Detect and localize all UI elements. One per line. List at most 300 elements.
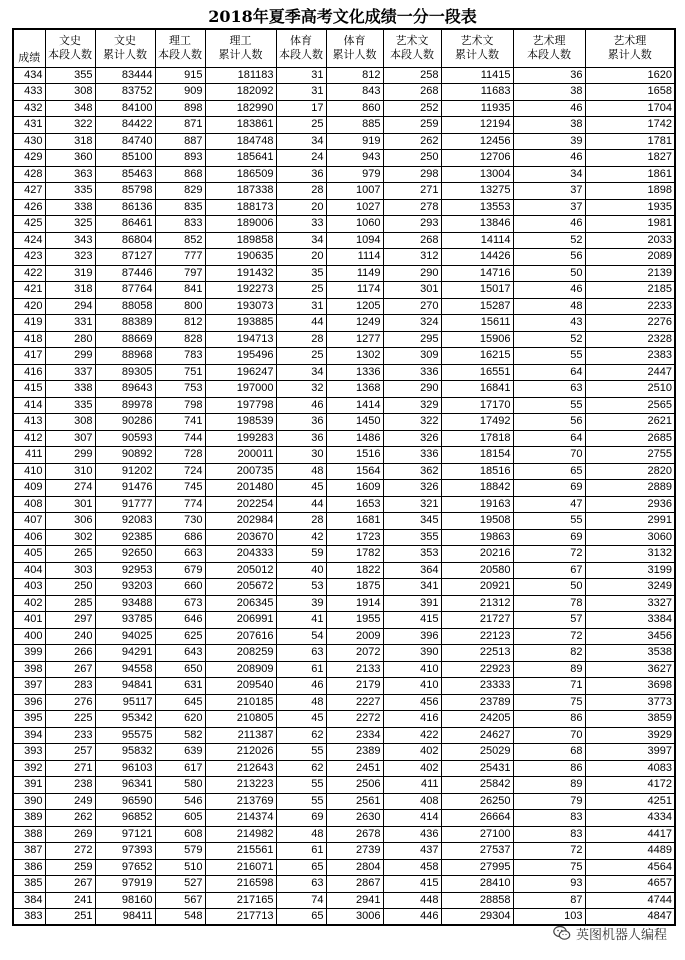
cell-yishuli_cumulative: 1704	[585, 100, 675, 117]
cell-wenshi_segment: 262	[45, 810, 95, 827]
cell-yishuli_cumulative: 2820	[585, 463, 675, 480]
cell-score: 388	[13, 826, 45, 843]
cell-ligong_cumulative: 206345	[205, 595, 276, 612]
cell-yishuli_segment: 46	[513, 282, 585, 299]
cell-yishuwen_segment: 322	[383, 414, 441, 431]
table-row	[13, 826, 675, 843]
cell-yishuwen_segment: 336	[383, 447, 441, 464]
cell-yishuli_segment: 78	[513, 595, 585, 612]
cell-tiyu_cumulative: 885	[326, 117, 383, 134]
watermark	[553, 922, 667, 944]
table-row	[13, 414, 675, 431]
cell-ligong_segment: 835	[155, 199, 205, 216]
cell-score: 419	[13, 315, 45, 332]
cell-ligong_segment: 660	[155, 579, 205, 596]
cell-yishuwen_cumulative: 20580	[441, 562, 513, 579]
cell-yishuli_cumulative: 4172	[585, 777, 675, 794]
cell-yishuwen_segment: 290	[383, 265, 441, 282]
table-row	[13, 661, 675, 678]
cell-yishuwen_cumulative: 22923	[441, 661, 513, 678]
table-row	[13, 84, 675, 101]
cell-ligong_segment: 625	[155, 628, 205, 645]
table-row	[13, 199, 675, 216]
cell-yishuwen_segment: 309	[383, 348, 441, 365]
cell-yishuli_segment: 38	[513, 117, 585, 134]
cell-ligong_cumulative: 215561	[205, 843, 276, 860]
table-row	[13, 364, 675, 381]
cell-ligong_cumulative: 188173	[205, 199, 276, 216]
cell-wenshi_segment: 274	[45, 480, 95, 497]
cell-yishuli_segment: 52	[513, 331, 585, 348]
cell-tiyu_segment: 63	[276, 645, 326, 662]
cell-tiyu_cumulative: 2506	[326, 777, 383, 794]
cell-wenshi_segment: 306	[45, 513, 95, 530]
cell-ligong_cumulative: 216598	[205, 876, 276, 893]
cell-yishuwen_cumulative: 25431	[441, 760, 513, 777]
cell-yishuwen_segment: 268	[383, 84, 441, 101]
cell-ligong_cumulative: 208909	[205, 661, 276, 678]
cell-yishuwen_segment: 402	[383, 760, 441, 777]
cell-wenshi_segment: 360	[45, 150, 95, 167]
cell-ligong_segment: 898	[155, 100, 205, 117]
cell-yishuwen_segment: 341	[383, 579, 441, 596]
cell-yishuwen_cumulative: 19163	[441, 496, 513, 513]
cell-tiyu_segment: 36	[276, 430, 326, 447]
table-row	[13, 810, 675, 827]
cell-ligong_segment: 797	[155, 265, 205, 282]
cell-ligong_segment: 852	[155, 232, 205, 249]
cell-ligong_cumulative: 199283	[205, 430, 276, 447]
cell-yishuli_segment: 38	[513, 84, 585, 101]
cell-wenshi_cumulative: 96103	[95, 760, 155, 777]
cell-wenshi_segment: 269	[45, 826, 95, 843]
cell-wenshi_segment: 240	[45, 628, 95, 645]
cell-tiyu_cumulative: 943	[326, 150, 383, 167]
cell-ligong_segment: 915	[155, 67, 205, 84]
cell-yishuli_cumulative: 2447	[585, 364, 675, 381]
column-header-line: 艺术文	[395, 34, 429, 48]
cell-ligong_cumulative: 190635	[205, 249, 276, 266]
cell-tiyu_segment: 65	[276, 909, 326, 926]
table-row	[13, 777, 675, 794]
cell-yishuwen_cumulative: 14716	[441, 265, 513, 282]
cell-tiyu_cumulative: 1249	[326, 315, 383, 332]
cell-yishuli_segment: 67	[513, 562, 585, 579]
cell-tiyu_segment: 31	[276, 67, 326, 84]
cell-yishuwen_segment: 416	[383, 711, 441, 728]
cell-yishuwen_cumulative: 26664	[441, 810, 513, 827]
table-row	[13, 298, 675, 315]
cell-ligong_cumulative: 195496	[205, 348, 276, 365]
cell-score: 417	[13, 348, 45, 365]
cell-yishuwen_segment: 458	[383, 859, 441, 876]
cell-tiyu_segment: 35	[276, 265, 326, 282]
cell-yishuli_segment: 86	[513, 760, 585, 777]
cell-ligong_segment: 744	[155, 430, 205, 447]
column-header-line: 体育	[290, 34, 312, 48]
column-header-line: 本段人数	[158, 48, 202, 62]
column-header-line: 文史	[114, 34, 136, 48]
column-header-line: 本段人数	[527, 48, 571, 62]
cell-wenshi_cumulative: 85100	[95, 150, 155, 167]
cell-wenshi_cumulative: 89978	[95, 397, 155, 414]
cell-wenshi_cumulative: 90892	[95, 447, 155, 464]
cell-tiyu_cumulative: 1414	[326, 397, 383, 414]
table-row	[13, 744, 675, 761]
cell-yishuli_cumulative: 1898	[585, 183, 675, 200]
cell-yishuli_cumulative: 3199	[585, 562, 675, 579]
cell-tiyu_cumulative: 1450	[326, 414, 383, 431]
cell-yishuwen_cumulative: 17492	[441, 414, 513, 431]
cell-tiyu_segment: 55	[276, 793, 326, 810]
cell-wenshi_segment: 323	[45, 249, 95, 266]
cell-yishuwen_segment: 298	[383, 166, 441, 183]
column-header-yishuwen_segment	[383, 29, 441, 67]
cell-yishuwen_cumulative: 23333	[441, 678, 513, 695]
cell-ligong_cumulative: 216071	[205, 859, 276, 876]
cell-tiyu_segment: 44	[276, 496, 326, 513]
cell-ligong_segment: 580	[155, 777, 205, 794]
cell-score: 408	[13, 496, 45, 513]
cell-score: 410	[13, 463, 45, 480]
cell-tiyu_cumulative: 1653	[326, 496, 383, 513]
cell-yishuli_cumulative: 4847	[585, 909, 675, 926]
cell-yishuli_cumulative: 2991	[585, 513, 675, 530]
cell-wenshi_segment: 259	[45, 859, 95, 876]
cell-score: 433	[13, 84, 45, 101]
cell-wenshi_segment: 283	[45, 678, 95, 695]
cell-yishuwen_segment: 259	[383, 117, 441, 134]
cell-yishuwen_segment: 326	[383, 480, 441, 497]
cell-yishuwen_segment: 329	[383, 397, 441, 414]
cell-ligong_segment: 828	[155, 331, 205, 348]
cell-tiyu_segment: 17	[276, 100, 326, 117]
cell-ligong_cumulative: 203670	[205, 529, 276, 546]
cell-wenshi_segment: 325	[45, 216, 95, 233]
cell-ligong_segment: 829	[155, 183, 205, 200]
cell-yishuli_cumulative: 1981	[585, 216, 675, 233]
cell-ligong_cumulative: 182092	[205, 84, 276, 101]
table-row	[13, 397, 675, 414]
column-header-line: 体育	[343, 34, 366, 48]
cell-wenshi_cumulative: 87127	[95, 249, 155, 266]
cell-ligong_segment: 724	[155, 463, 205, 480]
cell-tiyu_segment: 48	[276, 463, 326, 480]
table-row	[13, 546, 675, 563]
cell-ligong_segment: 527	[155, 876, 205, 893]
cell-ligong_segment: 582	[155, 727, 205, 744]
cell-yishuli_cumulative: 4251	[585, 793, 675, 810]
cell-tiyu_cumulative: 1302	[326, 348, 383, 365]
cell-ligong_cumulative: 202254	[205, 496, 276, 513]
cell-score: 407	[13, 513, 45, 530]
table-header-row	[13, 29, 675, 67]
cell-tiyu_cumulative: 2678	[326, 826, 383, 843]
cell-score: 392	[13, 760, 45, 777]
cell-ligong_cumulative: 201480	[205, 480, 276, 497]
cell-tiyu_cumulative: 1875	[326, 579, 383, 596]
cell-tiyu_cumulative: 1723	[326, 529, 383, 546]
cell-ligong_segment: 751	[155, 364, 205, 381]
cell-score: 411	[13, 447, 45, 464]
cell-tiyu_segment: 24	[276, 150, 326, 167]
cell-tiyu_segment: 25	[276, 348, 326, 365]
cell-score: 430	[13, 133, 45, 150]
cell-wenshi_segment: 318	[45, 133, 95, 150]
column-header-line: 成绩	[18, 50, 41, 64]
column-header-ligong_cumulative	[205, 29, 276, 67]
cell-ligong_cumulative: 205672	[205, 579, 276, 596]
table-row	[13, 859, 675, 876]
cell-yishuwen_segment: 448	[383, 892, 441, 909]
cell-yishuli_segment: 52	[513, 232, 585, 249]
cell-wenshi_cumulative: 89305	[95, 364, 155, 381]
cell-yishuli_cumulative: 4657	[585, 876, 675, 893]
cell-ligong_cumulative: 186509	[205, 166, 276, 183]
cell-yishuli_segment: 87	[513, 892, 585, 909]
column-header-line: 累计人数	[455, 48, 499, 62]
cell-ligong_cumulative: 214982	[205, 826, 276, 843]
table-row	[13, 331, 675, 348]
cell-wenshi_segment: 250	[45, 579, 95, 596]
cell-yishuwen_segment: 345	[383, 513, 441, 530]
cell-yishuwen_cumulative: 19508	[441, 513, 513, 530]
cell-wenshi_cumulative: 85463	[95, 166, 155, 183]
cell-yishuli_segment: 75	[513, 694, 585, 711]
cell-yishuli_segment: 55	[513, 397, 585, 414]
cell-ligong_segment: 812	[155, 315, 205, 332]
cell-wenshi_segment: 294	[45, 298, 95, 315]
table-row	[13, 447, 675, 464]
cell-yishuli_segment: 34	[513, 166, 585, 183]
column-header-line: 文史	[59, 34, 81, 48]
cell-yishuwen_segment: 410	[383, 678, 441, 695]
cell-wenshi_cumulative: 90593	[95, 430, 155, 447]
cell-score: 418	[13, 331, 45, 348]
cell-tiyu_segment: 46	[276, 397, 326, 414]
cell-ligong_segment: 909	[155, 84, 205, 101]
cell-wenshi_segment: 322	[45, 117, 95, 134]
table-row	[13, 694, 675, 711]
table-row	[13, 166, 675, 183]
cell-yishuli_segment: 79	[513, 793, 585, 810]
cell-yishuli_cumulative: 1620	[585, 67, 675, 84]
cell-wenshi_cumulative: 91202	[95, 463, 155, 480]
cell-yishuli_segment: 50	[513, 579, 585, 596]
cell-tiyu_segment: 55	[276, 777, 326, 794]
cell-tiyu_segment: 69	[276, 810, 326, 827]
cell-tiyu_cumulative: 2272	[326, 711, 383, 728]
cell-yishuli_segment: 55	[513, 348, 585, 365]
cell-ligong_cumulative: 207616	[205, 628, 276, 645]
cell-ligong_segment: 800	[155, 298, 205, 315]
table-row	[13, 513, 675, 530]
cell-tiyu_cumulative: 1277	[326, 331, 383, 348]
table-row	[13, 150, 675, 167]
cell-ligong_cumulative: 191432	[205, 265, 276, 282]
cell-score: 431	[13, 117, 45, 134]
table-row	[13, 282, 675, 299]
cell-ligong_segment: 893	[155, 150, 205, 167]
cell-tiyu_cumulative: 843	[326, 84, 383, 101]
cell-wenshi_cumulative: 92083	[95, 513, 155, 530]
cell-yishuli_cumulative: 3132	[585, 546, 675, 563]
cell-yishuwen_segment: 324	[383, 315, 441, 332]
cell-yishuwen_segment: 456	[383, 694, 441, 711]
cell-tiyu_segment: 34	[276, 232, 326, 249]
cell-score: 383	[13, 909, 45, 926]
cell-yishuli_segment: 56	[513, 249, 585, 266]
cell-score: 391	[13, 777, 45, 794]
cell-tiyu_cumulative: 2227	[326, 694, 383, 711]
cell-wenshi_cumulative: 97652	[95, 859, 155, 876]
cell-ligong_cumulative: 198539	[205, 414, 276, 431]
cell-yishuwen_cumulative: 11415	[441, 67, 513, 84]
cell-score: 406	[13, 529, 45, 546]
cell-yishuli_cumulative: 3327	[585, 595, 675, 612]
cell-yishuli_cumulative: 2089	[585, 249, 675, 266]
cell-tiyu_segment: 32	[276, 381, 326, 398]
cell-wenshi_segment: 308	[45, 84, 95, 101]
cell-tiyu_segment: 28	[276, 513, 326, 530]
cell-yishuli_cumulative: 3773	[585, 694, 675, 711]
cell-yishuli_cumulative: 2936	[585, 496, 675, 513]
cell-yishuli_cumulative: 1742	[585, 117, 675, 134]
cell-yishuwen_cumulative: 27995	[441, 859, 513, 876]
cell-yishuli_segment: 55	[513, 513, 585, 530]
cell-tiyu_cumulative: 3006	[326, 909, 383, 926]
cell-ligong_segment: 887	[155, 133, 205, 150]
column-header-line: 艺术文	[460, 34, 494, 48]
cell-yishuli_cumulative: 3997	[585, 744, 675, 761]
cell-wenshi_cumulative: 98411	[95, 909, 155, 926]
table-row	[13, 249, 675, 266]
cell-wenshi_cumulative: 93203	[95, 579, 155, 596]
cell-yishuli_cumulative: 3384	[585, 612, 675, 629]
cell-yishuli_segment: 71	[513, 678, 585, 695]
cell-wenshi_cumulative: 91777	[95, 496, 155, 513]
cell-yishuwen_cumulative: 19863	[441, 529, 513, 546]
cell-yishuli_cumulative: 4083	[585, 760, 675, 777]
cell-tiyu_segment: 48	[276, 694, 326, 711]
cell-yishuli_segment: 70	[513, 727, 585, 744]
cell-ligong_segment: 871	[155, 117, 205, 134]
cell-yishuli_cumulative: 4489	[585, 843, 675, 860]
cell-wenshi_segment: 266	[45, 645, 95, 662]
cell-tiyu_segment: 36	[276, 166, 326, 183]
cell-ligong_cumulative: 210805	[205, 711, 276, 728]
cell-yishuwen_cumulative: 20921	[441, 579, 513, 596]
cell-yishuli_cumulative: 1935	[585, 199, 675, 216]
cell-yishuwen_cumulative: 17818	[441, 430, 513, 447]
wechat-icon	[553, 925, 571, 941]
cell-tiyu_cumulative: 1782	[326, 546, 383, 563]
cell-wenshi_segment: 337	[45, 364, 95, 381]
cell-wenshi_cumulative: 91476	[95, 480, 155, 497]
table-row	[13, 480, 675, 497]
cell-yishuli_segment: 56	[513, 414, 585, 431]
cell-yishuli_cumulative: 2233	[585, 298, 675, 315]
column-header-wenshi_segment	[45, 29, 95, 67]
table-row	[13, 529, 675, 546]
cell-ligong_segment: 745	[155, 480, 205, 497]
cell-wenshi_segment: 338	[45, 199, 95, 216]
cell-tiyu_segment: 63	[276, 876, 326, 893]
cell-ligong_cumulative: 192273	[205, 282, 276, 299]
cell-wenshi_cumulative: 93785	[95, 612, 155, 629]
cell-score: 403	[13, 579, 45, 596]
cell-ligong_cumulative: 197000	[205, 381, 276, 398]
cell-ligong_segment: 833	[155, 216, 205, 233]
cell-ligong_cumulative: 213223	[205, 777, 276, 794]
cell-tiyu_cumulative: 2561	[326, 793, 383, 810]
cell-ligong_cumulative: 212026	[205, 744, 276, 761]
cell-wenshi_segment: 307	[45, 430, 95, 447]
cell-score: 434	[13, 67, 45, 84]
cell-tiyu_segment: 28	[276, 183, 326, 200]
cell-ligong_segment: 548	[155, 909, 205, 926]
cell-score: 421	[13, 282, 45, 299]
cell-wenshi_cumulative: 97121	[95, 826, 155, 843]
column-header-tiyu_segment	[276, 29, 326, 67]
cell-yishuwen_segment: 402	[383, 744, 441, 761]
cell-tiyu_cumulative: 2179	[326, 678, 383, 695]
column-header-yishuli_segment	[513, 29, 585, 67]
cell-ligong_segment: 868	[155, 166, 205, 183]
cell-wenshi_cumulative: 86804	[95, 232, 155, 249]
column-header-yishuwen_cumulative	[441, 29, 513, 67]
cell-wenshi_cumulative: 87446	[95, 265, 155, 282]
cell-yishuwen_cumulative: 28410	[441, 876, 513, 893]
cell-ligong_segment: 510	[155, 859, 205, 876]
cell-ligong_segment: 673	[155, 595, 205, 612]
table-row	[13, 463, 675, 480]
cell-yishuli_cumulative: 3060	[585, 529, 675, 546]
cell-wenshi_cumulative: 95117	[95, 694, 155, 711]
cell-yishuwen_segment: 270	[383, 298, 441, 315]
cell-ligong_cumulative: 200735	[205, 463, 276, 480]
cell-wenshi_segment: 238	[45, 777, 95, 794]
cell-tiyu_segment: 62	[276, 760, 326, 777]
cell-wenshi_segment: 303	[45, 562, 95, 579]
cell-wenshi_segment: 271	[45, 760, 95, 777]
column-header-line: 累计人数	[103, 48, 147, 62]
cell-yishuli_segment: 37	[513, 183, 585, 200]
cell-ligong_cumulative: 206991	[205, 612, 276, 629]
cell-wenshi_cumulative: 92650	[95, 546, 155, 563]
cell-tiyu_segment: 61	[276, 843, 326, 860]
cell-score: 413	[13, 414, 45, 431]
cell-score: 424	[13, 232, 45, 249]
cell-yishuwen_cumulative: 16215	[441, 348, 513, 365]
cell-yishuli_segment: 65	[513, 463, 585, 480]
cell-yishuwen_segment: 258	[383, 67, 441, 84]
score-distribution-table	[12, 28, 676, 926]
column-header-line: 累计人数	[607, 48, 652, 62]
cell-tiyu_segment: 30	[276, 447, 326, 464]
cell-yishuwen_cumulative: 12706	[441, 150, 513, 167]
cell-tiyu_segment: 62	[276, 727, 326, 744]
cell-wenshi_cumulative: 84740	[95, 133, 155, 150]
cell-ligong_segment: 546	[155, 793, 205, 810]
cell-yishuli_cumulative: 3859	[585, 711, 675, 728]
cell-wenshi_segment: 241	[45, 892, 95, 909]
cell-yishuwen_segment: 391	[383, 595, 441, 612]
cell-score: 393	[13, 744, 45, 761]
cell-yishuwen_cumulative: 24205	[441, 711, 513, 728]
cell-tiyu_segment: 39	[276, 595, 326, 612]
cell-yishuwen_cumulative: 25842	[441, 777, 513, 794]
